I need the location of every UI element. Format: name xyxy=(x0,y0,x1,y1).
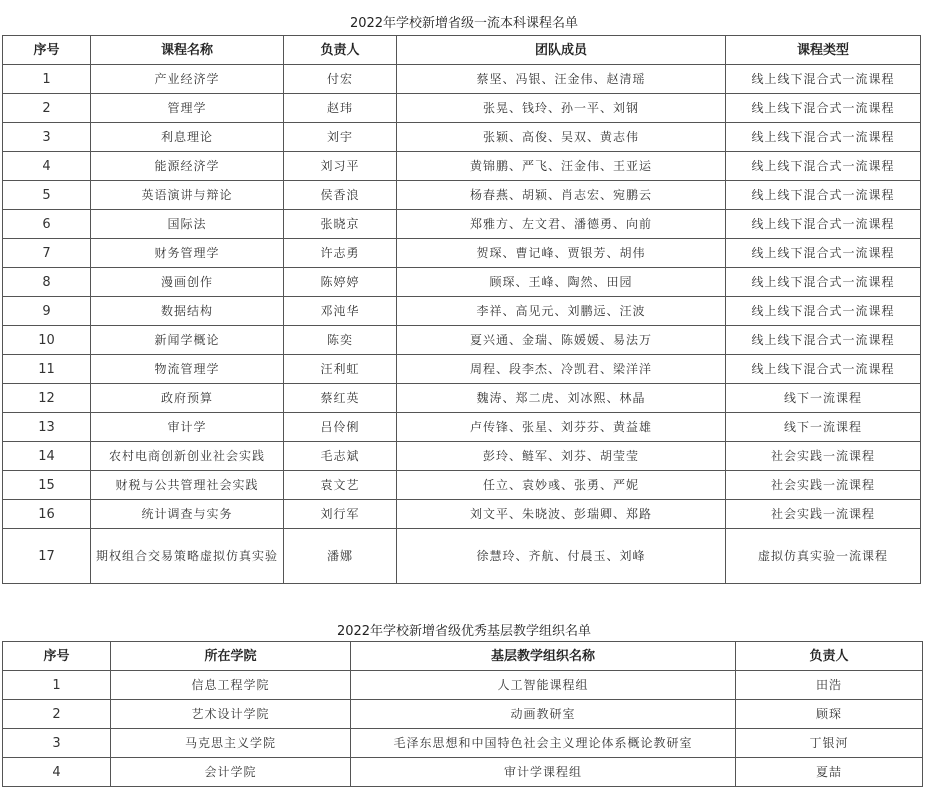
cell-course-name: 财务管理学 xyxy=(91,239,284,268)
cell-index: 3 xyxy=(3,729,111,758)
cell-leader: 夏喆 xyxy=(736,758,923,787)
cell-college: 艺术设计学院 xyxy=(111,700,351,729)
table-row xyxy=(3,442,921,471)
cell-course-type: 社会实践一流课程 xyxy=(726,471,921,500)
table-row xyxy=(3,123,921,152)
cell-course-name: 物流管理学 xyxy=(91,355,284,384)
table-row xyxy=(3,210,921,239)
cell-course-name: 管理学 xyxy=(91,94,284,123)
cell-leader: 吕伶俐 xyxy=(284,413,397,442)
cell-leader: 刘行军 xyxy=(284,500,397,529)
cell-course-name: 审计学 xyxy=(91,413,284,442)
cell-index: 6 xyxy=(3,210,91,239)
cell-course-name: 能源经济学 xyxy=(91,152,284,181)
table-row xyxy=(3,297,921,326)
cell-index: 3 xyxy=(3,123,91,152)
cell-leader: 潘娜 xyxy=(284,529,397,584)
cell-course-name: 利息理论 xyxy=(91,123,284,152)
cell-index: 8 xyxy=(3,268,91,297)
cell-course-name: 期权组合交易策略虚拟仿真实验 xyxy=(91,529,284,584)
cell-index: 1 xyxy=(3,65,91,94)
table-header-row xyxy=(3,642,923,671)
cell-course-type: 线下一流课程 xyxy=(726,413,921,442)
cell-leader: 邓沌华 xyxy=(284,297,397,326)
cell-index: 14 xyxy=(3,442,91,471)
cell-leader: 赵玮 xyxy=(284,94,397,123)
cell-org-name: 人工智能课程组 xyxy=(351,671,736,700)
table-row xyxy=(3,671,923,700)
cell-course-type: 线上线下混合式一流课程 xyxy=(726,210,921,239)
header-college: 所在学院 xyxy=(111,642,351,671)
cell-course-name: 统计调查与实务 xyxy=(91,500,284,529)
table-row xyxy=(3,384,921,413)
table-row xyxy=(3,65,921,94)
cell-course-name: 漫画创作 xyxy=(91,268,284,297)
table-row xyxy=(3,181,921,210)
table-header-row xyxy=(3,36,921,65)
header-course-name: 课程名称 xyxy=(91,36,284,65)
cell-leader: 侯香浪 xyxy=(284,181,397,210)
table-row xyxy=(3,326,921,355)
cell-team: 周程、段李杰、冷凯君、梁洋洋 xyxy=(397,355,726,384)
cell-course-name: 产业经济学 xyxy=(91,65,284,94)
cell-index: 4 xyxy=(3,758,111,787)
cell-college: 马克思主义学院 xyxy=(111,729,351,758)
cell-index: 10 xyxy=(3,326,91,355)
cell-course-type: 线上线下混合式一流课程 xyxy=(726,326,921,355)
cell-team: 彭玲、鲢军、刘芬、胡莹莹 xyxy=(397,442,726,471)
cell-index: 13 xyxy=(3,413,91,442)
table1-title: 2022年学校新增省级一流本科课程名单 xyxy=(349,16,579,31)
cell-leader: 许志勇 xyxy=(284,239,397,268)
header-leader: 负责人 xyxy=(284,36,397,65)
cell-course-name: 新闻学概论 xyxy=(91,326,284,355)
cell-index: 15 xyxy=(3,471,91,500)
cell-team: 魏涛、郑二虎、刘冰熙、林晶 xyxy=(397,384,726,413)
cell-leader: 田浩 xyxy=(736,671,923,700)
cell-course-type: 线上线下混合式一流课程 xyxy=(726,123,921,152)
cell-course-type: 社会实践一流课程 xyxy=(726,442,921,471)
header-index: 序号 xyxy=(3,36,91,65)
cell-index: 4 xyxy=(3,152,91,181)
cell-team: 张晃、钱玲、孙一平、刘钢 xyxy=(397,94,726,123)
cell-leader: 陈婷婷 xyxy=(284,268,397,297)
cell-org-name: 审计学课程组 xyxy=(351,758,736,787)
cell-org-name: 动画教研室 xyxy=(351,700,736,729)
cell-team: 张颖、高俊、吴双、黄志伟 xyxy=(397,123,726,152)
table-row xyxy=(3,268,921,297)
cell-leader: 刘宇 xyxy=(284,123,397,152)
cell-course-name: 数据结构 xyxy=(91,297,284,326)
cell-team: 夏兴通、金瑞、陈媛媛、易法万 xyxy=(397,326,726,355)
teaching-org-table xyxy=(2,641,923,787)
cell-leader: 毛志斌 xyxy=(284,442,397,471)
cell-index: 9 xyxy=(3,297,91,326)
table-row xyxy=(3,529,921,584)
cell-team: 蔡坚、冯银、汪金伟、赵清瑶 xyxy=(397,65,726,94)
cell-team: 卢传锋、张星、刘芬芬、黄益雄 xyxy=(397,413,726,442)
table-row xyxy=(3,758,923,787)
cell-leader: 刘习平 xyxy=(284,152,397,181)
cell-index: 1 xyxy=(3,671,111,700)
cell-course-type: 线上线下混合式一流课程 xyxy=(726,65,921,94)
cell-college: 信息工程学院 xyxy=(111,671,351,700)
cell-team: 刘文平、朱晓波、彭瑞卿、郑路 xyxy=(397,500,726,529)
cell-team: 贺琛、曹记峰、贾银芳、胡伟 xyxy=(397,239,726,268)
cell-leader: 袁文艺 xyxy=(284,471,397,500)
cell-course-name: 政府预算 xyxy=(91,384,284,413)
table-row xyxy=(3,152,921,181)
header-course-type: 课程类型 xyxy=(726,36,921,65)
cell-leader: 丁银河 xyxy=(736,729,923,758)
cell-team: 顾琛、王峰、陶然、田园 xyxy=(397,268,726,297)
table-row xyxy=(3,355,921,384)
cell-team: 郑雅方、左文君、潘德勇、向前 xyxy=(397,210,726,239)
table-row xyxy=(3,239,921,268)
cell-course-type: 线上线下混合式一流课程 xyxy=(726,268,921,297)
cell-team: 李祥、高见元、刘鹏远、汪波 xyxy=(397,297,726,326)
cell-index: 11 xyxy=(3,355,91,384)
cell-leader: 张晓京 xyxy=(284,210,397,239)
cell-team: 黄锦鹏、严飞、汪金伟、王亚运 xyxy=(397,152,726,181)
cell-course-name: 英语演讲与辩论 xyxy=(91,181,284,210)
cell-course-type: 线上线下混合式一流课程 xyxy=(726,152,921,181)
header-leader: 负责人 xyxy=(736,642,923,671)
cell-index: 16 xyxy=(3,500,91,529)
cell-leader: 汪利虹 xyxy=(284,355,397,384)
cell-course-type: 线上线下混合式一流课程 xyxy=(726,355,921,384)
cell-course-type: 线上线下混合式一流课程 xyxy=(726,94,921,123)
cell-leader: 蔡红英 xyxy=(284,384,397,413)
table-row xyxy=(3,94,921,123)
cell-course-type: 社会实践一流课程 xyxy=(726,500,921,529)
cell-college: 会计学院 xyxy=(111,758,351,787)
table-row xyxy=(3,729,923,758)
header-team: 团队成员 xyxy=(397,36,726,65)
cell-team: 任立、袁妙彧、张勇、严妮 xyxy=(397,471,726,500)
header-org-name: 基层教学组织名称 xyxy=(351,642,736,671)
cell-course-type: 线上线下混合式一流课程 xyxy=(726,181,921,210)
cell-index: 12 xyxy=(3,384,91,413)
cell-course-type: 线上线下混合式一流课程 xyxy=(726,239,921,268)
table-row xyxy=(3,500,921,529)
cell-index: 7 xyxy=(3,239,91,268)
cell-course-type: 线上线下混合式一流课程 xyxy=(726,297,921,326)
cell-course-name: 农村电商创新创业社会实践 xyxy=(91,442,284,471)
cell-leader: 陈奕 xyxy=(284,326,397,355)
table-row xyxy=(3,471,921,500)
table2-title: 2022年学校新增省级优秀基层教学组织名单 xyxy=(336,624,592,639)
header-index: 序号 xyxy=(3,642,111,671)
cell-team: 徐慧玲、齐航、付晨玉、刘峰 xyxy=(397,529,726,584)
cell-course-name: 财税与公共管理社会实践 xyxy=(91,471,284,500)
cell-index: 2 xyxy=(3,700,111,729)
table-row xyxy=(3,413,921,442)
cell-course-name: 国际法 xyxy=(91,210,284,239)
cell-index: 17 xyxy=(3,529,91,584)
course-table xyxy=(2,35,921,584)
cell-org-name: 毛泽东思想和中国特色社会主义理论体系概论教研室 xyxy=(351,729,736,758)
table-row xyxy=(3,700,923,729)
cell-team: 杨春燕、胡颖、肖志宏、宛鹏云 xyxy=(397,181,726,210)
cell-course-type: 虚拟仿真实验一流课程 xyxy=(726,529,921,584)
cell-index: 5 xyxy=(3,181,91,210)
cell-leader: 付宏 xyxy=(284,65,397,94)
cell-course-type: 线下一流课程 xyxy=(726,384,921,413)
cell-leader: 顾琛 xyxy=(736,700,923,729)
cell-index: 2 xyxy=(3,94,91,123)
